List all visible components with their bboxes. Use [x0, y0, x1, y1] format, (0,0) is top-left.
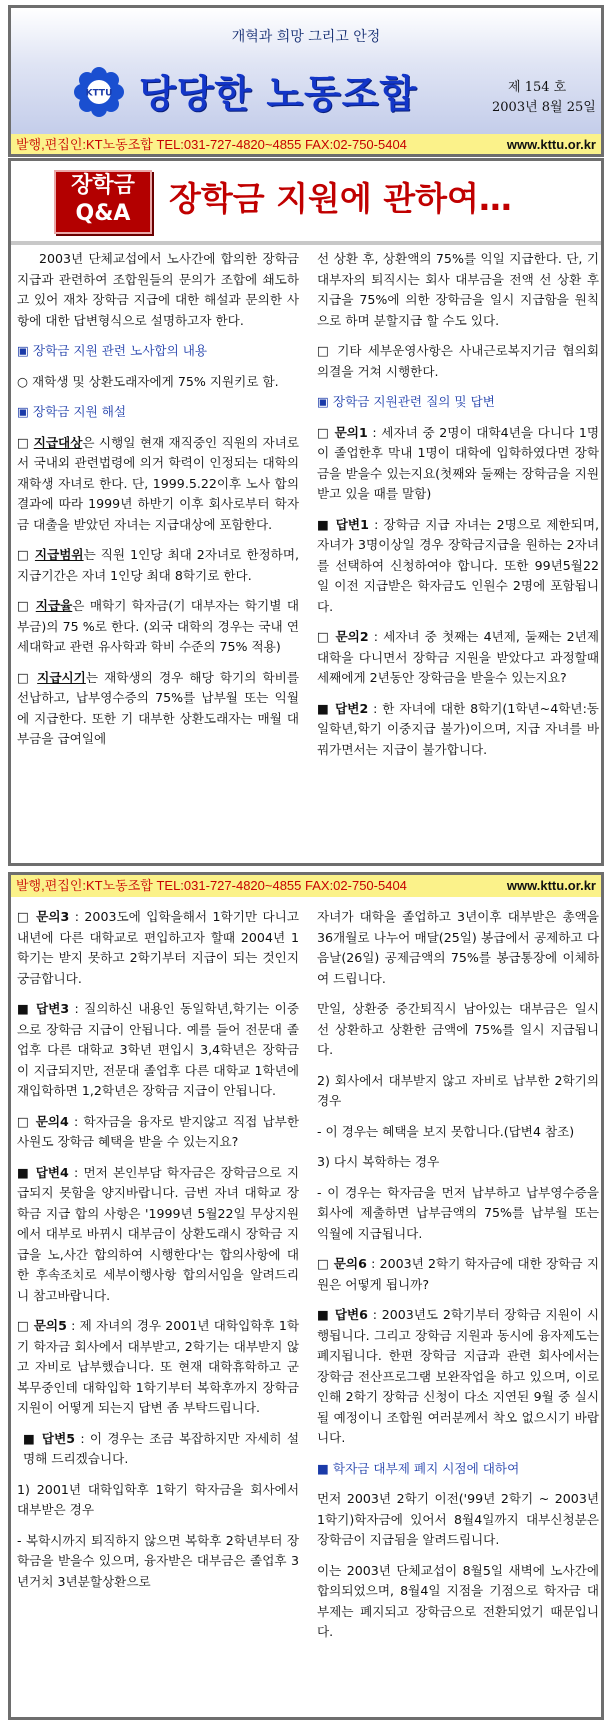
question: □ 문의1 : 세자녀 중 2명이 대학4년을 다니다 1명이 졸업한후 막내 1명이 대학에 입학하였다면 장학금을 받을수 있는지요(첫째와 둘째는 장학금을 지원받고 있을 때를 말함)	[317, 424, 599, 501]
answer: ■ 답변6 : 2003년도 2학기부터 장학금 지원이 시행됩니다. 그리고 장학금 지원과 동시에 융자제도는 폐지됩니다. 한편 장학금 지급과 관련 회사에서는 장학금 전산프로그램 보완작업을 하고 있으며, 이로인해 2학기 장학금 신청이 다소 지연된 9월 중 실시될 예정이니 조합원 여러분께서 착오 없으시기 바랍니다.	[317, 1307, 599, 1445]
paragraph: 먼저 2003년 2학기 이전('99년 2학기 ~ 2003년 1학기)학자금에 있어서 8월4일까지 대부신청분은 장학금이 지급됨을 알려드립니다.	[317, 1491, 599, 1547]
question: □ 문의5 : 제 자녀의 경우 2001년 대학입학후 1학기 학자금 회사에서 대부받고, 2학기는 대부받지 않고 자비로 납부했습니다. 또 현재 대학휴학하고 군복무중인데 대학입학 1학기부터 복학후까지 장학금 지원이 어떻게 되는지 답변 좀 부탁드립니다.	[17, 1318, 299, 1415]
explanation-item: □ 지급율은 매학기 학자금(기 대부자는 학기별 대부금)의 75 %로 한다. (외국 대학의 경우는 국내 연세대학교 관련 유사학과 학비 수준의 75% 적용)	[17, 598, 299, 654]
answer: ■ 답변5 : 이 경우는 조금 복잡하지만 자세히 설명해 드리겠습니다.	[23, 1430, 299, 1466]
logo-text: KTTU	[85, 88, 113, 99]
question: □ 문의2 : 세자녀 중 첫째는 4년제, 둘째는 2년제 대학을 다니면서 장학금 지원을 받았다고 과정할때 세째에게 2년동안 장학금을 받을수 있는지요?	[317, 629, 599, 685]
item-label: 지급시기	[37, 669, 86, 685]
item-label: 지급율	[35, 598, 73, 613]
website-link[interactable]: www.kttu.or.kr	[506, 137, 596, 152]
issue-date: 2003년 8월 25일	[492, 100, 596, 115]
slogan: 개혁과 희망 그리고 안정	[231, 29, 381, 45]
publisher-info: 발행,편집인:KT노동조합 TEL:031-727-4820~4855 FAX:02-750-5404	[16, 878, 407, 893]
publisher-info: 발행,편집인:KT노동조합 TEL:031-727-4820~4855 FAX:02-750-5404	[16, 137, 407, 152]
panel1-left-column	[17, 249, 299, 760]
section-heading: ▣ 장학금 지원 해설	[17, 404, 127, 419]
panel1-right-column	[317, 249, 599, 770]
case-text: - 이 경우는 혜택을 보지 못합니다.(답변4 참조)	[317, 1123, 575, 1139]
section-heading: ▣ 장학금 지원 관련 노사합의 내용	[17, 343, 208, 358]
intro-paragraph: 2003년 단체교섭에서 노사간에 합의한 장학금 지급과 관련하여 조합원들의 문의가 조합에 쇄도하고 있어 재차 장학금 지급에 대한 해설과 문의한 사항에 대한 답변형식으로 설명하고자 한다.	[17, 251, 299, 328]
case-heading: 2) 회사에서 대부받지 않고 자비로 납부한 2학기의 경우	[317, 1072, 599, 1108]
question: □ 문의4 : 학자금을 융자로 받지않고 직접 납부한 사원도 장학금 혜택을 받을 수 있는지요?	[17, 1113, 299, 1149]
case-text: - 이 경우는 학자금을 먼저 납부하고 납부영수증을 회사에 제출하면 납부금액의 75%를 납부월 또는 익월에 지급됩니다.	[317, 1184, 599, 1241]
publisher-bar	[11, 134, 601, 156]
agreement-item: ○ 재학생 및 상환도래자에게 75% 지원키로 함.	[17, 373, 279, 389]
continued-paragraph: 자녀가 대학을 졸업하고 3년이후 대부받은 총액을 36개월로 나누어 매달(25일) 봉급에서 공제하고 다음날(26일) 공제금액의 75%를 봉급통장에 이체하여 드립니다.	[317, 909, 599, 986]
qa-tag-line2: Q&A	[75, 201, 131, 226]
item-label: 지급범위	[34, 547, 84, 562]
case-text: - 복학시까지 퇴직하지 않으면 복학후 2학년부터 장학금을 받을수 있으며, 융자받은 대부금은 졸업후 3년거치 3년분할상환으로	[17, 1532, 299, 1589]
newsletter-title: 당당한 노동조합	[139, 72, 418, 116]
panel2-right-column	[317, 907, 599, 1653]
section-heading: ▣ 장학금 지원관련 질의 및 답변	[317, 394, 495, 409]
website-link[interactable]: www.kttu.or.kr	[506, 878, 596, 893]
issue-number: 제 154 호	[508, 80, 567, 95]
explanation-item: □ 지급대상은 시행일 현재 재직중인 직원의 자녀로서 국내외 관련법령에 의거 학력이 인정되는 대학의 재학생 자녀로 한다. 단, 1999.5.22이후 노사 합의 결과에 따라 1999년 하반기 이후 회사로부터 학자금 대출을 받았던 자녀는 지급대상에 포함한다.	[17, 434, 300, 532]
headline-divider	[11, 241, 601, 245]
paragraph: 만일, 상환중 중간퇴직시 남아있는 대부금은 일시 선 상환하고 상환한 금액에 75%를 일시 지급됩니다.	[317, 1001, 599, 1057]
case-heading: 3) 다시 복학하는 경우	[317, 1154, 440, 1169]
explanation-item: □ 지급시기는 재학생의 경우 해당 학기의 학비를 선납하고, 납부영수증의 75%를 납부월 또는 익월에 지급한다. 또한 기 대부한 상환도래자는 매월 대부금을 급여일에	[17, 669, 300, 746]
article-panel-2	[8, 872, 604, 1720]
question: □ 문의6 : 2003년 2학기 학자금에 대한 장학금 지원은 어떻게 됩니까?	[317, 1256, 599, 1292]
continued-paragraph: 선 상환 후, 상환액의 75%를 익일 지급한다. 단, 기 대부자의 퇴직시는 회사 대부금을 전액 선 상환 후 지급을 75%에 의한 장학금을 일시 지급함을 원칙으로 하며 분할지급 할 수도 있다.	[317, 251, 599, 328]
answer: ■ 답변1 : 장학금 지급 자녀는 2명으로 제한되며, 자녀가 3명이상일 경우 장학금지급을 원하는 2자녀를 선택하여 신청하여야 합니다. 또한 99년5월22일 이전 지급받은 학자금도 인원수 2명에 포함됩니다.	[317, 516, 599, 614]
masthead	[8, 5, 604, 157]
case-heading: 1) 2001년 대학입학후 1학기 학자금을 회사에서 대부받은 경우	[17, 1481, 299, 1517]
section-heading: ■ 학자금 대부제 폐지 시점에 대하여	[317, 1460, 520, 1476]
etc-paragraph: □ 기타 세부운영사항은 사내근로복지기금 협의회 의결을 거쳐 시행한다.	[317, 343, 599, 379]
qa-tag-line1: 장학금	[71, 173, 135, 198]
union-logo-icon	[73, 66, 125, 118]
answer: ■ 답변3 : 질의하신 내용인 동일학년,학기는 이중으로 장학금 지급이 안됩니다. 예를 들어 전문대 졸업후 다른 대학교 3학년 편입시 3,4학년은 장학금이 지급되지만, 전문대 졸업후 다른 대학교 1학년에 재입학하면 1,2학년은 장학금 지급이 안됩니다.	[17, 1001, 299, 1098]
question: □ 문의3 : 2003도에 입학을해서 1학기만 다니고 내년에 다른 대학교로 편입하고자 할때 2004년 1학기는 받지 못하고 2학기부터 지급이 되는 것인지 궁금합니다.	[17, 909, 299, 986]
article-headline: 장학금 지원에 관하여…	[169, 179, 512, 218]
answer: ■ 답변4 : 먼저 본인부담 학자금은 장학금으로 지급되지 못함을 양지바랍니다. 금번 자녀 대학교 장학금 지급 합의 사항은 '1999년 5월22일 무상지원에서 대부로 바뀌시 대부금이 상환도래시 장학금 지급을 노,사간 합의하여 시행한다'는 합의사항에 대한 후속조치로 세부이행사항 합의서임을 알려드리니 참고바랍니다.	[17, 1164, 299, 1303]
explanation-item: □ 지급범위는 직원 1인당 최대 2자녀로 한정하며, 지급기간은 자녀 1인당 최대 8학기로 한다.	[17, 547, 299, 583]
answer: ■ 답변2 : 한 자녀에 대한 8학기(1학년~4학년:동일학년,학기 이중지급 불가)이으며, 지급 자녀를 바꿔가면서는 지급이 불가합니다.	[317, 700, 599, 757]
paragraph: 이는 2003년 단체교섭이 8월5일 새벽에 노사간에 합의되었으며, 8월4일 지점을 기점으로 학자금 대부제는 폐지되고 장학금으로 전환되었기 때문입니다.	[317, 1562, 599, 1639]
article-panel-1	[8, 158, 604, 866]
qa-tag	[54, 170, 152, 234]
panel2-left-column	[17, 907, 299, 1602]
item-label: 지급대상	[33, 434, 83, 450]
publisher-bar	[11, 875, 601, 897]
